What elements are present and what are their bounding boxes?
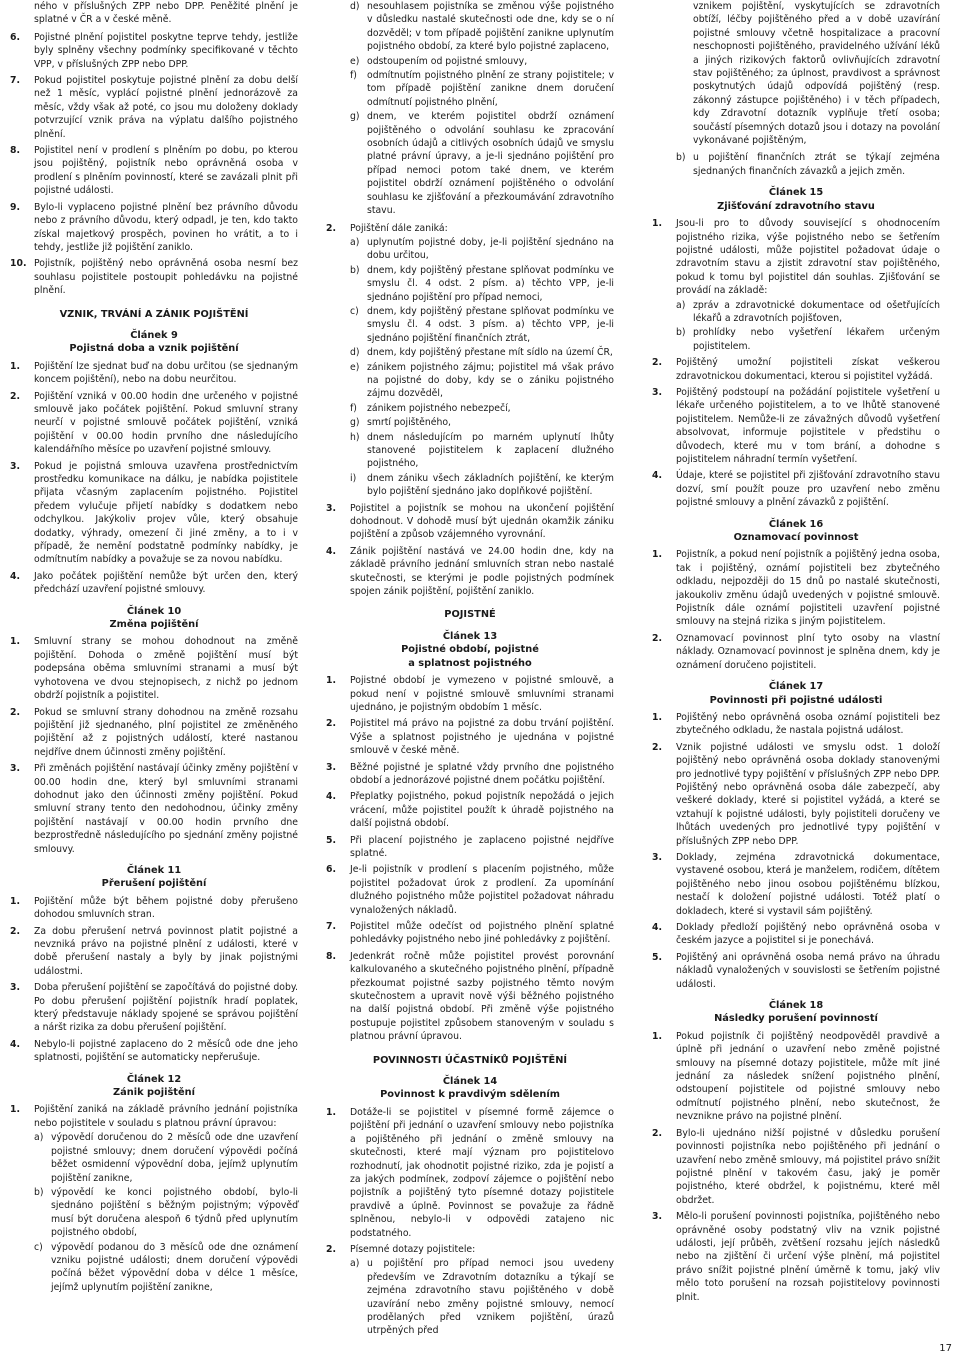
- numbered-item: [652, 548, 940, 628]
- item-number: 3.: [10, 982, 21, 994]
- item-text: Bylo-li vyplaceno pojistné plnění bez právního důvodu nebo z právního důvodu, který odpadl, je ten, kdo takto získal majetkový prospěch, povinen ho vrátit, a to i tehdy, jestliže již pojištění zaniklo.: [34, 201, 298, 253]
- article-title: Článek 16: [768, 518, 824, 530]
- item-text: Bylo-li ujednáno nižší pojistné v důsledku porušení povinnosti pojistníka nebo pojištěného při jednání o uzavření nebo změně smlouvy, má pojistitel právo snížit pojistné plnění v takovém času, jaký je poměr pojistného, které obdržel, k pojistnému, které měl obdržet.: [676, 1127, 940, 1206]
- item-text: Zánik pojištění nastává ve 24.00 hodin dne, kdy na základě právního jednání smluvních stran nebo nastalé skutečnosti, se kterými je podle pojistných podmínek spojen zánik pojištění, pojištění zaniklo.: [350, 545, 614, 598]
- numbered-item: [10, 201, 298, 255]
- item-number: 1.: [652, 549, 663, 561]
- continued-lettered-list: [326, 0, 614, 218]
- numbered-item: [10, 1038, 298, 1065]
- item-text: odmítnutím pojistného plnění ze strany pojistitele; v tom případě pojištění zanikne dnem doručení odmítnutí pojistného plnění,: [367, 70, 614, 108]
- numbered-item: [326, 950, 614, 1044]
- item-text: smrtí pojištěného,: [367, 417, 452, 429]
- item-text: zpráv a zdravotnické dokumentace od ošetřujících lékařů a zdravotních pojišťoven,: [693, 299, 940, 324]
- section-heading: POJISTNÉ: [444, 609, 496, 621]
- page-number: 17: [939, 1343, 952, 1354]
- item-letter: f): [350, 70, 357, 82]
- item-text: Doklady, zejména zdravotnická dokumentace, vystavené osobou, která je manželem, rodičem, dítětem pojištěného nebo jinou osobou pojištěnému blízkou, nestačí k doložení pojistné události. Totéž platí o dokladech, které si vystavil sám pojištěný.: [676, 851, 940, 917]
- item-number: 4.: [326, 791, 337, 803]
- item-number: 10.: [10, 258, 27, 270]
- item-text: Pokud pojistník či pojištěný neodpověděl pravdivě a úplně při jednání o uzavření nebo změně pojistné smlouvy na písemné dotazy pojistitele, může mít jiné jednání za následek snížení pojistného plnění, odstoupení pojistitele od pojistné smlouvy nebo odmítnutí pojistného plnění, nebo skutečnost, že nevznikne právo na pojistné plnění.: [676, 1030, 940, 1123]
- item-text: dnem, kdy pojištěný přestane splňovat podmínku ve smyslu čl. 4 odst. 3 písm. a) těchto VPP, je-li sjednáno pojištění finančních ztrát,: [367, 305, 614, 344]
- column-left: [10, 0, 298, 1297]
- continuation-text: vznikem pojištění, vyskytujících se zdravotních obtíží, léčby pojištěného před a v době uzavírání pojistné smlouvy včetně hospitalizace a pracovní neschopnosti pojištěného, pravidelného užívání léků a jiných rizikových faktorů ovlivňujících zdravotní stav pojištěného; za úplnost, pravdivost a správnost poskytnutých údajů odpovídá pojištěný (resp. zákonný zástupce pojištěného) i v těch případech, kdy Zdravotní dotazník vyplňuje třetí osoba; součástí písemných dotazů jsou i dotazy na povolání vykonávané pojištěným,: [693, 1, 940, 147]
- item-text: Pojistník, a pokud není pojistník a pojištěný jedna osoba, tak i pojištěný, oznámí pojistiteli bez zbytečného odkladu, nejpozději do 15 dnů po nastalé skutečnosti, jakoukoliv změnu údajů uvedených v pojistné smlouvě. Pojistník dále oznámí pojistiteli uzavření pojistné smlouvy na stejná rizika s jiným pojistitelem.: [676, 549, 940, 628]
- lettered-item: [350, 346, 614, 359]
- numbered-item: [326, 790, 614, 830]
- item-number: 4.: [652, 922, 663, 933]
- lettered-item: [350, 416, 614, 429]
- numbered-item: [10, 74, 298, 141]
- numbered-item: [10, 706, 298, 760]
- item-letter: a): [350, 236, 360, 248]
- item-text: Jako počátek pojištění nemůže být určen den, který předchází uzavření pojistné smlouvy.: [34, 570, 298, 596]
- item-text: Je-li pojistník v prodlení s placením pojistného, může pojistitel požadovat úrok z prodlení. Za upomínání dlužného pojistného může pojistitel požadovat náhradu vynaložených nákladů.: [350, 864, 614, 916]
- numbered-item: [652, 632, 940, 672]
- item-text: Pojištěný podstoupí na požádání pojistitele vyšetření u lékaře určeného pojistitelem, a to ve lhůtě stanovené pojistitelem. Nemůže-li ze závažných důvodů vyšetření absolvovat, informuje pojistitele v předstihu o důvodech, které mu v tom brání, a dohodne s pojistitelem náhradní termín vyšetření.: [676, 386, 940, 465]
- article-title: Článek 13: [442, 630, 498, 642]
- item-text: uplynutím pojistné doby, je-li pojištění sjednáno na dobu určitou,: [367, 236, 614, 262]
- item-text: Pojištění vzniká v 00.00 hodin dne určeného v pojistné smlouvě jako počátek pojištění. Pokud smluvní strany neurčí v pojistné smlouvě počátek pojištění, vzniká pojištění v 00.00 hodin prvního dne následujícího kalendářního měsíce po uzavření pojistné smlouvy.: [34, 390, 298, 456]
- lettered-item: [350, 55, 614, 68]
- item-number: 1.: [10, 1104, 21, 1116]
- article-subtitle: Zánik pojištění: [113, 1087, 195, 1099]
- numbered-item: [326, 545, 614, 599]
- item-number: 1.: [652, 218, 663, 230]
- lettered-item: [34, 1131, 298, 1185]
- item-text: Doklady předloží pojištěný nebo oprávněná osoba v českém jazyce a pojistitel si je ponechává.: [676, 922, 940, 947]
- item-number: 6.: [10, 31, 21, 43]
- item-number: 4.: [10, 570, 21, 582]
- item-number: 3.: [652, 851, 663, 863]
- numbered-item: [652, 951, 940, 991]
- article-8-items: [10, 31, 298, 298]
- numbered-item: [326, 717, 614, 757]
- item-text: Pojištěný umožní pojistiteli získat veškerou zdravotnickou dokumentaci, kterou si pojistitel vyžádá.: [676, 357, 940, 382]
- lettered-item: [350, 305, 614, 345]
- article-subtitle: Změna pojištění: [109, 619, 199, 631]
- item-text: dnem následujícím po marném uplynutí lhůty stanovené pojistitelem k zaplacení dlužného pojistného,: [367, 431, 614, 470]
- item-number: 2.: [652, 1127, 663, 1139]
- item-text: Nebylo-li pojistné zaplaceno do 2 měsíců ode dne jeho splatnosti, pojištění se automaticky nepřerušuje.: [34, 1038, 298, 1064]
- article-subtitle: Pojistné období, pojistné: [401, 644, 539, 656]
- lettered-item: [350, 472, 614, 499]
- section-heading: VZNIK, TRVÁNÍ A ZÁNIK POJIŠTĚNÍ: [59, 308, 249, 320]
- item-text: výpovědí podanou do 3 měsíců ode dne oznámení vzniku pojistné události; dnem doručení výpovědi počíná běžet výpovědní doba v délce 1 měsíce, jejímž uplynutím pojištění zanikne,: [51, 1241, 298, 1293]
- column-right: [652, 0, 940, 1307]
- item-text: Pojistitel a pojistník se mohou na ukončení pojištění dohodnout. V dohodě musí být ujednán okamžik zániku pojištění a způsob vzájemného vyrovnání.: [350, 502, 614, 541]
- item-number: 8.: [10, 145, 21, 157]
- lettered-item: [34, 1186, 298, 1240]
- item-text: výpovědí ke konci pojistného období, bylo-li sjednáno pojištění s běžným pojistným; výpověď musí být doručena alespoň 6 týdnů před uplynutím pojistného období,: [51, 1186, 298, 1239]
- lettered-item: [350, 402, 614, 415]
- item-number: 2.: [10, 706, 21, 718]
- numbered-item: [10, 390, 298, 457]
- item-text: Jsou-li pro to důvody související s ohodnocením pojistného rizika, výše pojistného nebo se šetřením pojistné události, může pojistitel požadovat údaje o zdravotním stavu a zjistit zdravotní stav pojištěného, pokud k tomu byl pojistitel dán souhlas. Zjišťování se provádí na základě:: [676, 218, 940, 297]
- item-text: Pojištění dále zaniká:: [350, 222, 448, 234]
- lettered-item: [350, 1257, 614, 1337]
- item-letter: g): [350, 111, 360, 123]
- item-text: Pojistník, pojištěný nebo oprávněná osoba nesmí bez souhlasu pojistitele postoupit pohledávku na pojistné plnění.: [34, 258, 298, 297]
- numbered-item: [652, 1127, 940, 1207]
- item-number: 4.: [10, 1038, 21, 1050]
- item-text: Pojistné plnění pojistitel poskytne teprve tehdy, jestliže byly splněny všechny podmínky specifikované v těchto VPP, v příslušných ZPP nebo DPP.: [34, 31, 298, 70]
- item-text: Pojistitel není v prodlení s plněním po dobu, po kterou jsou pojištěný, pojistník nebo oprávněná osoba v prodlení s plněním povinností, které se zavázali plnit při pojistné události.: [34, 145, 298, 197]
- item-text: Jedenkrát ročně může pojistitel provést porovnání kalkulovaného a skutečného pojistného plnění, případně přezkoumat pojistné sazby pojistného těmto novým skutečnostem a upravit nově výši běžného pojistného na další pojistná období. Při změně výše pojistného postupuje pojistitel způsobem stanoveným v souladu s platnou právní úpravou.: [350, 950, 614, 1043]
- lettered-item: [676, 299, 940, 326]
- item-number: 1.: [652, 711, 663, 723]
- item-number: 2.: [652, 741, 663, 753]
- item-number: 7.: [10, 75, 21, 87]
- lettered-item: [350, 236, 614, 263]
- numbered-item: [10, 257, 298, 297]
- item-letter: b): [676, 152, 686, 164]
- item-number: 3.: [652, 1211, 663, 1223]
- article-title: Článek 17: [768, 681, 824, 693]
- item-letter: e): [350, 55, 360, 67]
- numbered-item: [652, 356, 940, 383]
- item-text: Přeplatky pojistného, pokud pojistník nepožádá o jejich vrácení, může pojistitel použít k úhradě pojistného na další pojistná období.: [350, 791, 614, 830]
- item-text: Při změnách pojištění nastávají účinky změny pojištění v 00.00 hodin dne, který byl smluvními stranami dohodnut jako den účinnosti změny pojištění. Pokud smluvní strany tento den nedohodnou, účinky změny pojištění nastávají v 00.00 hodin prvního dne bezprostředně následujícího po sjednání změny pojistné smlouvy.: [34, 763, 298, 855]
- item-text: Pojistitel má právo na pojistné za dobu trvání pojištění. Výše a splatnost pojistného je ujednána v pojistné smlouvě v české měně.: [350, 718, 614, 757]
- item-number: 6.: [326, 864, 337, 876]
- numbered-item: [326, 834, 614, 861]
- numbered-item: [10, 895, 298, 922]
- section-heading: POVINNOSTI ÚČASTNÍKŮ POJIŠTĚNÍ: [372, 1054, 568, 1066]
- item-number: 2.: [326, 718, 337, 730]
- item-text: prohlídky nebo vyšetření lékařem určeným pojistitelem.: [693, 327, 940, 352]
- item-text: Za dobu přerušení netrvá povinnost platit pojistné a nevzniká právo na pojistné plnění z události, které v době přerušení nastaly a byly by jinak pojistnými událostmi.: [34, 925, 298, 977]
- item-text: u pojištění finančních ztrát se týkají zejména sjednaných finančních závazků a jejich změn.: [693, 152, 940, 177]
- item-number: 3.: [326, 761, 337, 773]
- item-text: dnem zániku všech základních pojištění, ke kterým bylo pojištění sjednáno jako doplňkové pojištění.: [367, 472, 614, 498]
- numbered-item: [326, 502, 614, 542]
- article-title: Článek 11: [126, 864, 182, 876]
- item-letter: c): [350, 305, 359, 317]
- item-letter: f): [350, 402, 357, 414]
- lettered-item: [34, 1241, 298, 1295]
- item-letter: a): [676, 299, 686, 311]
- item-text: Doba přerušení pojištění se započítává do pojistné doby. Po dobu přerušení pojištění pojistník hradí poplatek, který představuje náklady spojené se správou pojištění a náršt rizika za dobu přerušení pojištění.: [34, 982, 298, 1034]
- item-text: Pojištění zaniká na základě právního jednání pojistníka nebo pojistitele v souladu s platnou právní úpravou:: [34, 1104, 298, 1129]
- article-subtitle: Následky porušení povinností: [714, 1013, 878, 1025]
- item-letter: h): [350, 431, 360, 443]
- item-number: 2.: [10, 925, 21, 937]
- item-number: 2.: [326, 222, 337, 234]
- item-letter: b): [350, 264, 360, 276]
- numbered-item: [326, 674, 614, 714]
- lettered-item: [676, 151, 940, 178]
- item-letter: g): [350, 417, 360, 429]
- numbered-item: [652, 711, 940, 738]
- item-text: dnem, kdy pojištěný přestane mít sídlo na území ČR,: [367, 347, 613, 359]
- item-number: 1.: [10, 895, 21, 907]
- lettered-item: [676, 326, 940, 353]
- numbered-item: [326, 761, 614, 788]
- item-number: 3.: [10, 460, 21, 472]
- numbered-item: [326, 222, 614, 499]
- numbered-item: [10, 925, 298, 979]
- lettered-item: [350, 69, 614, 109]
- numbered-item: [652, 741, 940, 848]
- item-text: Písemné dotazy pojistitele:: [350, 1243, 476, 1255]
- item-text: Oznamovací povinnost plní tyto osoby na vlastní náklady. Oznamovací povinnost je splněna dnem, kdy je oznámení doručeno pojistiteli.: [676, 632, 940, 671]
- item-number: 1.: [10, 360, 21, 372]
- numbered-item: [326, 1243, 614, 1338]
- item-text: zánikem pojistného zájmu; pojistitel má však právo na pojistné do doby, kdy se o zániku pojistného zájmu dozvěděl,: [367, 361, 614, 400]
- item-text: Pokud je pojistná smlouva uzavřena prostřednictvím prostředku komunikace na dálku, je nabídka pojistitele přijata včasným zaplacením pojistného. Pojistitel předem vylučuje přijetí nabídky s dodatkem nebo odchylkou. Jakýkoliv projev vůle, který obsahuje dodatky, výhrady, omezení či jiné změny, a to i v případě, že nemění podstatně podmínky nabídky, je odmítnutím nabídky a považuje se za novou nabídku.: [34, 460, 298, 566]
- item-text: Pojistné období je vymezeno v pojistné smlouvě, a pokud není v pojistné smlouvě smluvními stranami ujednáno, je pojistným obdobím 1 měsíc.: [350, 675, 614, 713]
- item-text: dnem, kdy pojištěný přestane splňovat podmínku ve smyslu čl. 4 odst. 2 písm. a) těchto VPP, je-li sjednáno pojištění pro případ nemoci,: [367, 264, 614, 303]
- numbered-item: [10, 981, 298, 1035]
- lettered-item: [350, 431, 614, 471]
- item-letter: d): [350, 1, 360, 12]
- item-number: 7.: [326, 921, 337, 932]
- item-number: 5.: [652, 951, 663, 963]
- item-number: 3.: [326, 502, 337, 514]
- lettered-item: [350, 0, 614, 54]
- numbered-item: [326, 863, 614, 917]
- item-text: Údaje, které se pojistitel při zjišťování zdravotního stavu dozví, smí použít pouze pro uzavření nebo změnu pojistné smlouvy a plnění závazků z pojištění.: [676, 470, 940, 509]
- numbered-item: [652, 386, 940, 466]
- item-letter: a): [34, 1132, 44, 1144]
- article-title: Článek 18: [768, 1000, 824, 1012]
- item-text: Pokud se smluvní strany dohodnou na změně rozsahu pojištění již sjednaného, plní pojistitel ze změněného pojištění až z pojistných událostí, které nastanou nejdříve dnem účinnosti změny pojištění.: [34, 706, 298, 758]
- item-text: odstoupením od pojistné smlouvy,: [367, 55, 528, 67]
- article-title: Článek 9: [130, 329, 178, 341]
- item-letter: d): [350, 347, 360, 359]
- article-title: Článek 15: [768, 187, 824, 199]
- item-number: 5.: [326, 834, 337, 846]
- lettered-item: [350, 264, 614, 304]
- item-text: Pojištěný ani oprávněná osoba nemá právo na úhradu nákladů vynaložených v souvislosti se šetřením pojistné události.: [676, 951, 940, 990]
- item-letter: a): [350, 1258, 360, 1270]
- item-text: u pojištění pro případ nemoci jsou uvedeny především ve Zdravotním dotazníku a týkají se zejména zdravotního stavu pojištěného v době uzavírání nebo změny pojistné smlouvy, nemocí prodělaných před vznikem pojištění, úrazů utrpěných před: [367, 1258, 614, 1337]
- item-number: 2.: [10, 390, 21, 402]
- item-text: Pojištění může být během pojistné doby přerušeno dohodou smluvních stran.: [34, 895, 298, 921]
- item-letter: b): [676, 327, 686, 339]
- item-text: Mělo-li porušení povinnosti pojistníka, pojištěného nebo oprávněné osoby podstatný vliv na vznik pojistné události, její průběh, zvětšení rozsahu jejích následků nebo na zjištění či určení výše plnění, má pojistitel právo snížit pojistné plnění úměrně k tomu, jaký vliv mělo toto porušení na rozsah pojistitelovy povinnosti plnit.: [676, 1211, 940, 1303]
- item-text: Při placení pojistného je zaplaceno pojistné nejdříve splatné.: [350, 834, 614, 859]
- item-number: 8.: [326, 950, 337, 962]
- lettered-item: [350, 361, 614, 401]
- numbered-item: [652, 921, 940, 948]
- numbered-item: [652, 1210, 940, 1304]
- article-title: Článek 12: [126, 1073, 182, 1085]
- item-letter: i): [350, 472, 357, 484]
- numbered-item: [10, 570, 298, 597]
- item-text: Běžné pojistné je splatné vždy prvního dne pojistného období a jednorázové pojistné dnem počátku pojištění.: [350, 761, 614, 786]
- item-text: Pojistitel může odečíst od pojistného plnění splatné pohledávky pojistného nebo jiné pohledávky z pojištění.: [350, 921, 614, 946]
- item-text: Smluvní strany se mohou dohodnout na změně pojištění. Dohoda o změně pojištění musí být podepsána oběma smluvními stranami a musí být vyhotovena ve dvou stejnopisech, z nichž po jednom obdrží pojistník a pojistitel.: [34, 636, 298, 702]
- item-text: Dotáže-li se pojistitel v písemné formě zájemce o pojištění při jednání o uzavření smlouvy nebo pojistníka a pojištěného při jednání o změně smlouvy na skutečnosti, které mají význam pro pojistitelovo rozhodnutí, jak ohodnotit pojistné riziko, zda je pojistí a za jakých podmínek, zodpoví zájemce o pojištění nebo pojistník a pojištěný tyto písemné dotazy pojistitele pravdivě a úplně. Povinnost se považuje za řádně splněnou, nebylo-li v odpovědi zatajeno nic podstatného.: [350, 1106, 614, 1239]
- article-subtitle: Povinnosti při pojistné události: [709, 694, 883, 706]
- numbered-item: [652, 217, 940, 353]
- item-number: 4.: [652, 470, 663, 482]
- numbered-item: [10, 1103, 298, 1294]
- article-subtitle: Zjišťování zdravotního stavu: [717, 200, 875, 212]
- item-number: 2.: [326, 1243, 337, 1255]
- article-subtitle: Přerušení pojištění: [101, 878, 207, 890]
- numbered-item: [652, 1030, 940, 1124]
- numbered-item: [10, 635, 298, 702]
- item-number: 2.: [652, 357, 663, 369]
- numbered-item: [10, 762, 298, 856]
- item-text: Pojištěný nebo oprávněná osoba oznámí pojistiteli bez zbytečného odkladu, že nastala pojistná událost.: [676, 711, 940, 737]
- item-number: 4.: [326, 545, 337, 557]
- item-text: dnem, ve kterém pojistitel obdrží oznámení pojištěného o odvolání souhlasu ke zpracování osobních údajů a citlivých osobních údajů ve smyslu platné právní úpravy, a je-li sjednáno pojištění pro případ nemoci potom také dnem, ve kterém pojistitel obdrží oznámení pojištěného o odvolání souhlasu ke zjišťování a přezkoumávání zdravotního stavu.: [367, 111, 614, 217]
- article-subtitle: Povinnost k pravdivým sdělením: [380, 1089, 560, 1101]
- article-subtitle: Pojistná doba a vznik pojištění: [69, 343, 239, 355]
- continuation-text: ného v příslušných ZPP nebo DPP. Peněžité plnění je splatné v ČR a v české měně.: [34, 1, 298, 26]
- lettered-item: [350, 110, 614, 217]
- item-number: 2.: [652, 632, 663, 644]
- numbered-item: [10, 460, 298, 567]
- item-number: 1.: [326, 1106, 337, 1118]
- item-letter: c): [34, 1241, 43, 1253]
- item-text: Pojištění lze sjednat buď na dobu určitou (se sjednaným koncem pojištění), nebo na dobu neurčitou.: [34, 360, 298, 386]
- item-number: 1.: [10, 636, 21, 648]
- item-text: výpovědí doručenou do 2 měsíců ode dne uzavření pojistné smlouvy; dnem doručení výpovědi počíná běžet osmidenní výpovědní doba, jejímž uplynutím pojištění zanikne,: [51, 1132, 298, 1184]
- numbered-item: [652, 851, 940, 918]
- numbered-item: [326, 1106, 614, 1240]
- item-number: 1.: [652, 1030, 663, 1042]
- article-title: Článek 14: [442, 1076, 498, 1088]
- item-letter: b): [34, 1186, 44, 1198]
- article-title: Článek 10: [126, 605, 182, 617]
- continued-lettered-list: [652, 151, 940, 178]
- item-number: 1.: [326, 675, 337, 687]
- item-text: nesouhlasem pojistníka se změnou výše pojistného v důsledku nastalé skutečnosti ode dne, kdy se o ní dozvěděl; v tom případě pojištění zanikne uplynutím pojistného období, za které bylo pojistné zaplaceno,: [367, 1, 614, 53]
- item-text: zánikem pojistného nebezpečí,: [367, 402, 511, 414]
- numbered-item: [10, 144, 298, 198]
- numbered-item: [10, 31, 298, 71]
- item-text: Pokud pojistitel poskytuje pojistné plnění za dobu delší než 1 měsíc, vyplácí pojistné plnění jednorázově za měsíc, vždy však až poté, co jsou mu doloženy doklady potvrzující vznik práva na výplatu dalšího pojistného plnění.: [34, 75, 298, 140]
- item-number: 3.: [652, 386, 663, 398]
- article-subtitle: a splatnost pojistného: [408, 657, 532, 669]
- numbered-item: [652, 469, 940, 509]
- numbered-item: [10, 360, 298, 387]
- column-middle: [326, 0, 614, 1341]
- item-number: 3.: [10, 763, 21, 775]
- article-subtitle: Oznamovací povinnost: [733, 532, 859, 544]
- item-number: 9.: [10, 201, 21, 213]
- item-text: Vznik pojistné události ve smyslu odst. 1 doloží pojištěný nebo oprávněná osoba doklady stanovenými pro jednotlivé typy pojištění v příslušných ZPP nebo DPP. Pojištěný nebo oprávněná osoba dále zabezpečí, aby veškeré doklady, které si pojistitel vyžádá, a které se vztahují k pojistné události, byly pojistiteli doručeny ve lhůtách uvedených pro jednotlivé typy pojištění v příslušných ZPP nebo DPP.: [676, 741, 940, 847]
- numbered-item: [326, 920, 614, 947]
- item-letter: e): [350, 361, 360, 373]
